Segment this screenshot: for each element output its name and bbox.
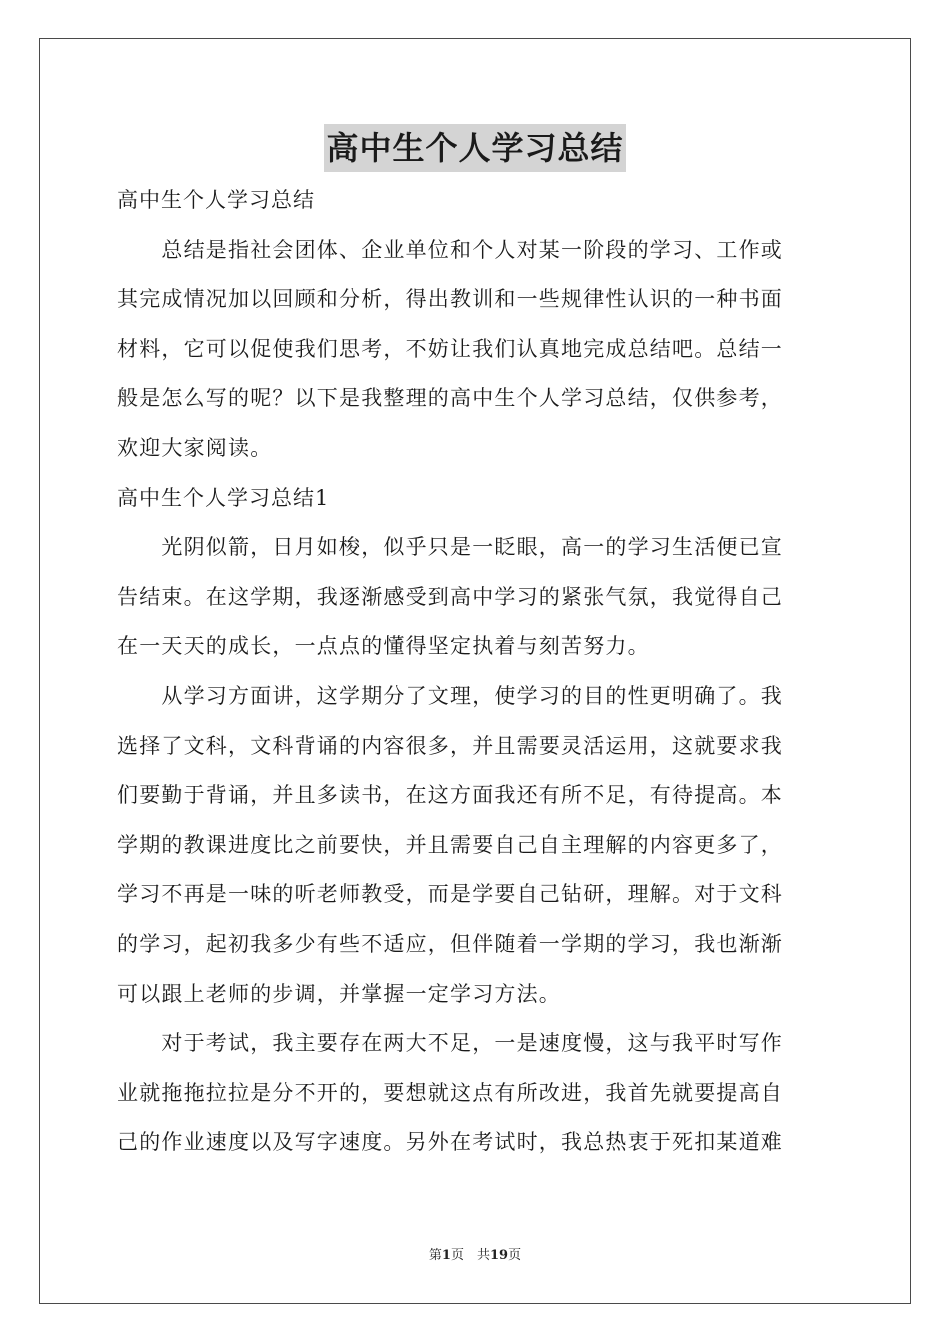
- footer-page-total: 19: [489, 1248, 509, 1263]
- body-line: 学期的教课进度比之前要快，并且需要自己自主理解的内容更多了，: [117, 832, 783, 857]
- body-line: 从学习方面讲，这学期分了文理，使学习的目的性更明确了。我: [117, 683, 783, 708]
- footer-page-prefix: 第: [428, 1248, 442, 1263]
- title-area: [0, 124, 950, 172]
- page-footer: [0, 1247, 950, 1265]
- body-line: 们要勤于背诵，并且多读书，在这方面我还有所不足，有待提高。本: [117, 783, 783, 808]
- document-body: [117, 176, 837, 1168]
- body-line: 材料，它可以促使我们思考，不妨让我们认真地完成总结吧。总结一: [117, 336, 783, 361]
- body-line: 在一天天的成长，一点点的懂得坚定执着与刻苦努力。: [117, 634, 650, 659]
- footer-page-suffix: 页: [508, 1248, 522, 1263]
- body-line: 可以跟上老师的步调，并掌握一定学习方法。: [117, 981, 561, 1006]
- body-line: 欢迎大家阅读。: [117, 435, 273, 460]
- body-line: 光阴似箭，日月如梭，似乎只是一眨眼，高一的学习生活便已宣: [117, 535, 783, 560]
- body-line: 其完成情况加以回顾和分析，得出教训和一些规律性认识的一种书面: [117, 287, 783, 312]
- body-line: 学习不再是一味的听老师教受，而是学要自己钻研，理解。对于文科: [117, 882, 783, 907]
- body-line: 己的作业速度以及写字速度。另外在考试时，我总热衷于死扣某道难: [117, 1130, 783, 1155]
- section-heading: 高中生个人学习总结1: [117, 485, 330, 510]
- body-line: 的学习，起初我多少有些不适应，但伴随着一学期的学习，我也渐渐: [117, 931, 783, 956]
- section-heading: 高中生个人学习总结: [117, 188, 315, 212]
- body-line: 总结是指社会团体、企业单位和个人对某一阶段的学习、工作或: [117, 237, 783, 262]
- body-line: 对于考试，我主要存在两大不足，一是速度慢，这与我平时写作: [117, 1031, 783, 1056]
- body-line: 般是怎么写的呢？以下是我整理的高中生个人学习总结，仅供参考，: [117, 386, 783, 411]
- body-line: 业就拖拖拉拉是分不开的，要想就这点有所改进，我首先就要提高自: [117, 1080, 783, 1105]
- footer-page-mid: 页 共: [450, 1248, 490, 1263]
- document-title: 高中生个人学习总结: [324, 124, 625, 172]
- footer-page-current: 1: [441, 1248, 451, 1263]
- body-line: 选择了文科，文科背诵的内容很多，并且需要灵活运用，这就要求我: [117, 733, 783, 758]
- body-line: 告结束。在这学期，我逐渐感受到高中学习的紧张气氛，我觉得自己: [117, 584, 783, 609]
